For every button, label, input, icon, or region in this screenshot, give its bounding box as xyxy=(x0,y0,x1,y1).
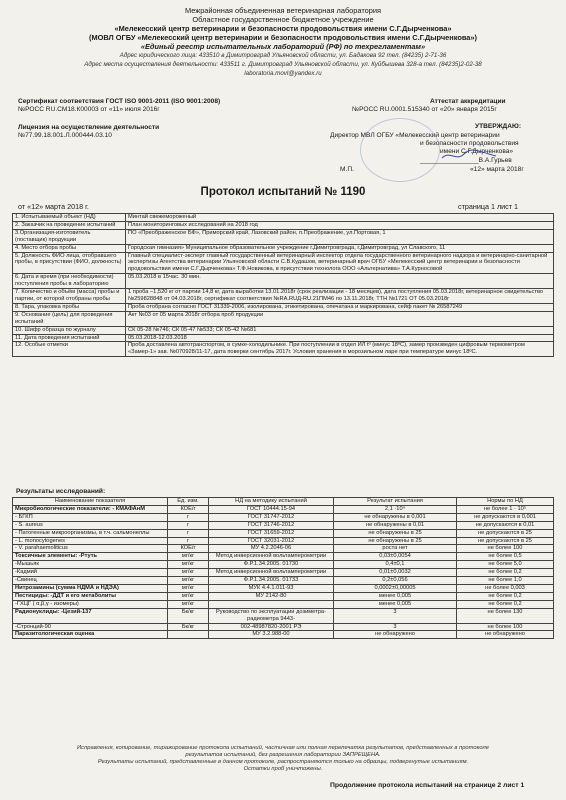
result-row xyxy=(13,608,554,623)
norm-value: не допускаются в 25 xyxy=(457,537,554,545)
method: Метод инверсионной вольтамперометрии xyxy=(209,553,334,561)
result-value: менее 0,005 xyxy=(334,592,457,600)
info-row xyxy=(13,334,554,342)
indicator-name: - S. aureus xyxy=(13,521,168,529)
footer-notice xyxy=(10,745,556,773)
director-signature xyxy=(440,148,500,162)
result-row xyxy=(13,569,554,577)
certificate-title: Сертификат соответствия ГОСТ ISO 9001-2011 (ISO 9001:2008) xyxy=(18,98,221,105)
norm-value: не более 0,2 xyxy=(457,569,554,577)
header-line: (МОВЛ ОГБУ «Мелекесский центр ветеринарии и безопасности продовольствия имени С.Г.Дырченкова») xyxy=(89,33,477,42)
result-value: 3 xyxy=(334,608,457,623)
footer-line: Остатки проб уничтожены. xyxy=(243,766,323,772)
accreditation-title: Аттестат аккредитации xyxy=(430,98,506,105)
result-row xyxy=(13,529,554,537)
info-value: Акт №03 от 05 марта 2018г отбора проб продукции xyxy=(126,311,554,326)
indicator-name: Паразитологическая оценка xyxy=(13,631,168,639)
method: ГОСТ 10444.15-94 xyxy=(209,505,334,513)
norm-value: не более 0,2 xyxy=(457,600,554,608)
info-value: 05.03.2018 в 15час. 30 мин. xyxy=(126,274,554,289)
info-value: Главный специалист-эксперт главный государственный ветеринарный инспектор отдела государственного ветеринарного надзора и ветеринарно-санитарной экспертизы Агентства ветеринарии Ульяновской области С.В.Кудашов, ветеринарный врач ОГБУ «Мелекесский центр ветеринарии и безопасности продовольствия имени С.Г.Дырченкова» Т.Ф.Новикова, в присутствии технолога ООО «Альтернатива» Т.А.Курносовой xyxy=(126,252,554,274)
result-row xyxy=(13,561,554,569)
sample-info-table xyxy=(12,213,554,357)
approve-date: «12» марта 2018г xyxy=(470,166,524,173)
method: ГОСТ 31747-2012 xyxy=(209,513,334,521)
indicator-name: Пестициды: -ДДТ и его метаболиты xyxy=(13,592,168,600)
info-label: 4. Место отбора пробы xyxy=(13,244,126,252)
result-value: 0,03±0,0054 xyxy=(334,553,457,561)
column-header: Нормы по НД xyxy=(457,498,554,506)
indicator-name: Микробиологические показатели: - КМАФАнМ xyxy=(13,505,168,513)
info-label: 2. Заказчик на проведение испытаний xyxy=(13,221,126,229)
info-row xyxy=(13,274,554,289)
method: МУ 3.2.988-00 xyxy=(209,631,334,639)
approve-line: Директор МВЛ ОГБУ «Мелекесский центр ветеринарии xyxy=(330,132,500,139)
column-header: Результат испытания xyxy=(334,498,457,506)
result-row xyxy=(13,553,554,561)
result-row xyxy=(13,631,554,639)
method xyxy=(209,600,334,608)
unit: Бк/кг xyxy=(168,608,209,623)
result-value: 0,0002±0,00005 xyxy=(334,584,457,592)
method: МУ 2142-80 xyxy=(209,592,334,600)
footer-line: Исправления, копирование, тиражирование протокола испытаний, частичная или полная перепечатка результатов, представленных в протоколе xyxy=(77,745,489,751)
indicator-name: - L. monocytogenes xyxy=(13,537,168,545)
lab-header xyxy=(0,6,566,78)
norm-value: не более 130 xyxy=(457,608,554,623)
info-value: 05.03.2018-12.03.2018 xyxy=(126,334,554,342)
license-title: Лицензия на осуществление деятельности xyxy=(18,124,160,131)
protocol-page: страница 1 лист 1 xyxy=(458,202,519,211)
info-label: 12. Особые отметки xyxy=(13,342,126,357)
norm-value: не более 5,0 xyxy=(457,561,554,569)
info-label: 9. Основание (цель) для проведения испытаний xyxy=(13,311,126,326)
unit: КОЕ/г xyxy=(168,545,209,553)
certificate-number: №РОСС RU.СМ18.К00003 от «11» июля 2016г xyxy=(18,106,160,113)
unit: г xyxy=(168,513,209,521)
approve-line: имени С.Г.Дырченкова» xyxy=(440,148,514,155)
address-line: Адрес места осуществления деятельности: 433511 г. Димитровград Ульяновской области, ул. Куйбышева 328-а тел. (84235)2-02-38 xyxy=(84,61,482,68)
result-value: не обнаружены в 25 xyxy=(334,529,457,537)
info-label: 1. Испытываемый объект (НД) xyxy=(13,214,126,222)
approve-title: УТВЕРЖДАЮ: xyxy=(475,123,522,130)
info-row xyxy=(13,303,554,311)
norm-value: не более 0,5 xyxy=(457,553,554,561)
norm-value: не более 0,2 xyxy=(457,592,554,600)
method: Метод инверсионной вольтамперометрии xyxy=(209,569,334,577)
approve-line: и безопасности продовольствия xyxy=(420,140,519,147)
unit: мг/кг xyxy=(168,592,209,600)
method: 002-48987820-2001 РЭ xyxy=(209,623,334,631)
info-row xyxy=(13,326,554,334)
unit: мг/кг xyxy=(168,600,209,608)
protocol-date: от «12» марта 2018 г. xyxy=(18,202,89,211)
unit: мг/кг xyxy=(168,561,209,569)
info-label: 8. Тара, упаковка пробы xyxy=(13,303,126,311)
info-value: План мониторинговых исследований на 2018 год xyxy=(126,221,554,229)
footer-line: результатов испытаний, без разрешения лаборатории ЗАПРЕЩЕНА. xyxy=(185,752,381,758)
indicator-name: -ГХЦГ ( α,β,γ - изомеры) xyxy=(13,600,168,608)
norm-value: не допускаются в 0,001 xyxy=(457,513,554,521)
info-label: 5. Должность ФИО лица, отобравшего пробы, в присутствии (ФИО, должность) xyxy=(13,252,126,274)
info-value: Городская гимназия» Муниципальное образовательное учреждение г.Димитровграда, г.Димитровград, ул Славского, 11 xyxy=(126,244,554,252)
indicator-name: -Кадмий xyxy=(13,569,168,577)
unit: г xyxy=(168,537,209,545)
indicator-name: -Мышьяк xyxy=(13,561,168,569)
method: МУК 4.4.1.011-93 xyxy=(209,584,334,592)
unit: Бк/кг xyxy=(168,623,209,631)
stamp-label: М.П. xyxy=(340,166,354,173)
result-row xyxy=(13,623,554,631)
result-row xyxy=(13,505,554,513)
info-row xyxy=(13,342,554,357)
info-value: Минтай свежемороженый xyxy=(126,214,554,222)
seal-stamp xyxy=(360,118,440,182)
info-value: ПО «Преображенское БФ», Приморский край, Лазовский район, п.Преображение, ул.Портовая, 1 xyxy=(126,229,554,244)
indicator-name: -Стронций-90 xyxy=(13,623,168,631)
results-table xyxy=(12,497,554,639)
unit: КОЕ/г xyxy=(168,505,209,513)
indicator-name: -Свинец xyxy=(13,577,168,585)
result-row xyxy=(13,600,554,608)
info-row xyxy=(13,289,554,304)
unit: мг/кг xyxy=(168,577,209,585)
info-label: 3.Организация-изготовитель (поставщик) продукции xyxy=(13,229,126,244)
norm-value: не более 0,003 xyxy=(457,584,554,592)
norm-value: не более 1 · 10⁵ xyxy=(457,505,554,513)
info-row xyxy=(13,229,554,244)
info-label: 7. Количество и объём (масса) пробы и партии, от которой отобраны пробы xyxy=(13,289,126,304)
norm-value: не допускаются в 0,01 xyxy=(457,521,554,529)
footer-line: Результаты испытаний, представленные в данном протоколе, распространяются только на образцы, подвергнутые испытаниям. xyxy=(97,759,469,765)
result-value: не обнаружено xyxy=(334,631,457,639)
unit: мг/кг xyxy=(168,584,209,592)
result-value: не обнаружены в 0,001 xyxy=(334,513,457,521)
result-value: роста нет xyxy=(334,545,457,553)
continuation-note: Продолжение протокола испытаний на странице 2 лист 1 xyxy=(330,782,525,789)
result-row xyxy=(13,577,554,585)
result-value: 3 xyxy=(334,623,457,631)
indicator-name: Токсичные элементы: -Ртуть xyxy=(13,553,168,561)
license-number: №77.99.18.001.Л.000444.03.10 xyxy=(18,132,112,139)
info-value: 1 проба –1,520 кг от партии 14,8 кг, дата выработки 13.01.2018г (срок реализации - 18 месяцев), дата поступления 05.03.2018г, ветеринарное свидетельство №259828848 от 04.03.2018г, сертификат соответствия №RA.RUД-RU.21ПМ46 по 13.11.2018г, ТТН №1721 ОТ 05.03.2018г xyxy=(126,289,554,304)
result-value: 2,1 ·10⁴ xyxy=(334,505,457,513)
column-header: НД на методику испытаний xyxy=(209,498,334,506)
result-value: 0,01±0,0032 xyxy=(334,569,457,577)
unit: г xyxy=(168,521,209,529)
method: ГОСТ 31659-2012 xyxy=(209,529,334,537)
result-row xyxy=(13,545,554,553)
norm-value: не обнаружено xyxy=(457,631,554,639)
result-value: не обнаружены в 25 xyxy=(334,537,457,545)
info-row xyxy=(13,221,554,229)
result-value: 0,4±0,1 xyxy=(334,561,457,569)
accreditation-number: №РОСС RU.0001.515340 от «20» января 2015г xyxy=(352,106,497,113)
method: Руководство по эксплуатации дозиметра-радиометра 9443- xyxy=(209,608,334,623)
info-label: 10. Шифр образца по журналу xyxy=(13,326,126,334)
norm-value: не допускаются в 25 xyxy=(457,529,554,537)
result-row xyxy=(13,513,554,521)
header-line: «Мелекесский центр ветеринарии и безопасности продовольствия имени С.Г.Дырченкова» xyxy=(114,24,452,33)
norm-value: не более 100 xyxy=(457,545,554,553)
method: МУ 4.2.2046-06 xyxy=(209,545,334,553)
unit: г xyxy=(168,529,209,537)
norm-value: не более 1,0 xyxy=(457,577,554,585)
info-value: СК 05-28 №746; СК 05-47 №533; СК 05-42 №681 xyxy=(126,326,554,334)
method: Ф.Р.1.34.2005. 01730 xyxy=(209,561,334,569)
indicator-name: Нитрозамины (сумма НДМА и НДЭА) xyxy=(13,584,168,592)
protocol-title: Протокол испытаний № 1190 xyxy=(200,186,366,198)
results-caption: Результаты исследований: xyxy=(16,488,106,495)
info-value: Проба отобрана согласно ГОСТ 31339-2006, изолирована, этикетирована, опечатана и маркирована, сейф пакет № 26587249 xyxy=(126,303,554,311)
result-value: 0,2±0,056 xyxy=(334,577,457,585)
indicator-name: - БГКП xyxy=(13,513,168,521)
info-row xyxy=(13,244,554,252)
header-line: Межрайонная объединенная ветеринарная лаборатория xyxy=(184,6,381,15)
info-label: 6. Дата и время (при необходимости) поступления пробы в лабораторию xyxy=(13,274,126,289)
result-value: менее 0,005 xyxy=(334,600,457,608)
header-line: «Единый реестр испытательных лабораторий (РФ) по техрегламентам» xyxy=(140,42,426,51)
result-row xyxy=(13,521,554,529)
director-signature-line: ________________В.А.Гурьев xyxy=(420,157,512,164)
result-value: не обнаружены в 0,01 xyxy=(334,521,457,529)
result-row xyxy=(13,584,554,592)
info-row xyxy=(13,214,554,222)
method: ГОСТ 31746-2012 xyxy=(209,521,334,529)
indicator-name: - Патогенные микроорганизмы, в т.ч. сальмонеллы xyxy=(13,529,168,537)
result-row xyxy=(13,537,554,545)
results-header-row xyxy=(13,498,554,506)
method: Ф.Р.1.34.2005. 01733 xyxy=(209,577,334,585)
unit: мг/кг xyxy=(168,553,209,561)
unit: мг/кг xyxy=(168,569,209,577)
norm-value: не более 100 xyxy=(457,623,554,631)
method: ГОСТ 32031-2012 xyxy=(209,537,334,545)
indicator-name: Радионуклиды: -Цезий-137 xyxy=(13,608,168,623)
unit xyxy=(168,631,209,639)
info-row xyxy=(13,252,554,274)
info-label: 11. Дата проведения испытаний xyxy=(13,334,126,342)
info-value: Проба доставлена автотранспортом, в сумке-холодильнике. При поступлении в отдел ИЛ tº (минус 18ºС), замер произведен цифровым термометром «Замер-1» зав. №070928/11-17, дата поверки сентябрь 2017г. Условия хранения в морозильном ларе при температуре минус 18ºС. xyxy=(126,342,554,357)
indicator-name: - V. parahaemoliticus xyxy=(13,545,168,553)
column-header: Ед. изм. xyxy=(168,498,209,506)
info-row xyxy=(13,311,554,326)
email-line: laboratoria.movl@yandex.ru xyxy=(244,70,322,77)
address-line: Адрес юридического лица: 433510 в Димитровград Ульяновской области, ул. Бадакова 92 тел. (84235) 2-71-36 xyxy=(119,52,447,59)
column-header: Наименование показателя xyxy=(13,498,168,506)
result-row xyxy=(13,592,554,600)
header-line: Областное государственное бюджетное учреждение xyxy=(192,15,374,24)
